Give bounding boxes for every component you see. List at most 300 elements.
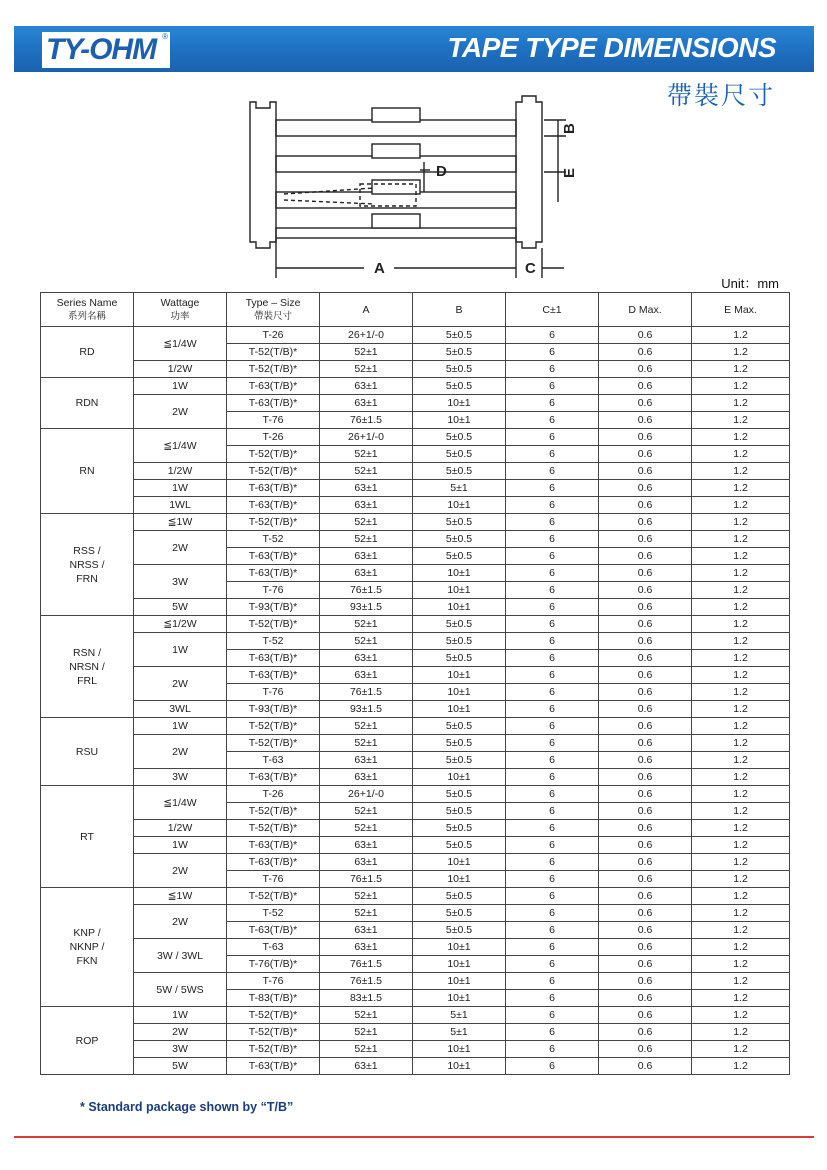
e-cell: 1.2 xyxy=(692,769,790,786)
type-cell: T-52(T/B)* xyxy=(227,803,320,820)
d-cell: 0.6 xyxy=(599,837,692,854)
wattage-cell: 2W xyxy=(134,905,227,939)
wattage-cell: 3W xyxy=(134,565,227,599)
d-cell: 0.6 xyxy=(599,820,692,837)
b-cell: 10±1 xyxy=(413,871,506,888)
label-b: B xyxy=(561,123,578,134)
type-cell: T-52(T/B)* xyxy=(227,514,320,531)
table-row xyxy=(41,463,790,480)
b-cell: 10±1 xyxy=(413,701,506,718)
a-cell: 52±1 xyxy=(320,1024,413,1041)
d-cell: 0.6 xyxy=(599,718,692,735)
a-cell: 52±1 xyxy=(320,633,413,650)
type-cell: T-52(T/B)* xyxy=(227,361,320,378)
series-cell xyxy=(41,327,134,378)
a-cell: 52±1 xyxy=(320,531,413,548)
d-cell: 0.6 xyxy=(599,990,692,1007)
e-cell: 1.2 xyxy=(692,803,790,820)
a-cell: 63±1 xyxy=(320,565,413,582)
type-cell: T-63(T/B)* xyxy=(227,922,320,939)
b-cell: 5±0.5 xyxy=(413,752,506,769)
c-cell: 6 xyxy=(506,650,599,667)
series-cell xyxy=(41,718,134,786)
wattage-cell: 2W xyxy=(134,854,227,888)
c-cell: 6 xyxy=(506,514,599,531)
type-cell: T-93(T/B)* xyxy=(227,599,320,616)
b-cell: 5±0.5 xyxy=(413,378,506,395)
d-cell: 0.6 xyxy=(599,701,692,718)
b-cell: 10±1 xyxy=(413,990,506,1007)
wattage-cell: 1W xyxy=(134,837,227,854)
c-cell: 6 xyxy=(506,616,599,633)
a-cell: 76±1.5 xyxy=(320,871,413,888)
b-cell: 5±1 xyxy=(413,480,506,497)
type-cell: T-52(T/B)* xyxy=(227,446,320,463)
type-cell: T-52(T/B)* xyxy=(227,1024,320,1041)
d-cell: 0.6 xyxy=(599,752,692,769)
wattage-cell: 3W xyxy=(134,1041,227,1058)
table-row xyxy=(41,1058,790,1075)
b-cell: 10±1 xyxy=(413,684,506,701)
wattage-cell: 3W / 3WL xyxy=(134,939,227,973)
table-row xyxy=(41,531,790,548)
type-cell: T-63(T/B)* xyxy=(227,854,320,871)
table-row xyxy=(41,616,790,633)
a-cell: 26+1/-0 xyxy=(320,786,413,803)
registered-mark: ® xyxy=(162,32,168,41)
e-cell: 1.2 xyxy=(692,956,790,973)
wattage-cell: 2W xyxy=(134,395,227,429)
col-c: C±1 xyxy=(506,293,599,327)
wattage-cell: 1W xyxy=(134,718,227,735)
bottom-divider xyxy=(14,1136,814,1138)
c-cell: 6 xyxy=(506,446,599,463)
c-cell: 6 xyxy=(506,820,599,837)
e-cell: 1.2 xyxy=(692,497,790,514)
logo-text: TY-OHM xyxy=(46,33,157,66)
b-cell: 5±0.5 xyxy=(413,361,506,378)
c-cell: 6 xyxy=(506,667,599,684)
table-row xyxy=(41,973,790,990)
c-cell: 6 xyxy=(506,990,599,1007)
wattage-cell: ≦1W xyxy=(134,514,227,531)
a-cell: 93±1.5 xyxy=(320,701,413,718)
a-cell: 52±1 xyxy=(320,718,413,735)
e-cell: 1.2 xyxy=(692,480,790,497)
type-cell: T-52 xyxy=(227,633,320,650)
a-cell: 52±1 xyxy=(320,735,413,752)
a-cell: 63±1 xyxy=(320,395,413,412)
a-cell: 76±1.5 xyxy=(320,973,413,990)
label-a: A xyxy=(374,260,385,277)
b-cell: 10±1 xyxy=(413,1041,506,1058)
d-cell: 0.6 xyxy=(599,956,692,973)
document-subtitle: 帶裝尺寸 xyxy=(666,81,775,110)
d-cell: 0.6 xyxy=(599,939,692,956)
col-d: D Max. xyxy=(599,293,692,327)
d-cell: 0.6 xyxy=(599,480,692,497)
e-cell: 1.2 xyxy=(692,1058,790,1075)
table-row xyxy=(41,1024,790,1041)
series-name: FKN xyxy=(76,955,98,967)
series-cell xyxy=(41,786,134,888)
c-cell: 6 xyxy=(506,480,599,497)
wattage-cell: 1/2W xyxy=(134,820,227,837)
b-cell: 10±1 xyxy=(413,939,506,956)
type-cell: T-52 xyxy=(227,531,320,548)
document-title: TAPE TYPE DIMENSIONS xyxy=(447,32,776,63)
e-cell: 1.2 xyxy=(692,650,790,667)
c-cell: 6 xyxy=(506,1024,599,1041)
series-name: RSN / xyxy=(72,646,101,659)
c-cell: 6 xyxy=(506,871,599,888)
wattage-cell: 2W xyxy=(134,735,227,769)
b-cell: 10±1 xyxy=(413,956,506,973)
e-cell: 1.2 xyxy=(692,701,790,718)
d-cell: 0.6 xyxy=(599,429,692,446)
b-cell: 5±0.5 xyxy=(413,514,506,531)
c-cell: 6 xyxy=(506,633,599,650)
a-cell: 52±1 xyxy=(320,888,413,905)
e-cell: 1.2 xyxy=(692,429,790,446)
type-cell: T-63(T/B)* xyxy=(227,667,320,684)
series-name: NRSS / xyxy=(69,558,105,571)
d-cell: 0.6 xyxy=(599,633,692,650)
c-cell: 6 xyxy=(506,1041,599,1058)
table-row xyxy=(41,820,790,837)
type-cell: T-76(T/B)* xyxy=(227,956,320,973)
e-cell: 1.2 xyxy=(692,905,790,922)
d-cell: 0.6 xyxy=(599,497,692,514)
type-cell: T-63 xyxy=(227,752,320,769)
wattage-cell: 3W xyxy=(134,769,227,786)
d-cell: 0.6 xyxy=(599,735,692,752)
e-cell: 1.2 xyxy=(692,786,790,803)
wattage-cell: 1/2W xyxy=(134,361,227,378)
type-cell: T-63(T/B)* xyxy=(227,650,320,667)
d-cell: 0.6 xyxy=(599,786,692,803)
type-cell: T-76 xyxy=(227,582,320,599)
table-row xyxy=(41,361,790,378)
e-cell: 1.2 xyxy=(692,820,790,837)
d-cell: 0.6 xyxy=(599,514,692,531)
c-cell: 6 xyxy=(506,531,599,548)
b-cell: 10±1 xyxy=(413,769,506,786)
e-cell: 1.2 xyxy=(692,327,790,344)
b-cell: 10±1 xyxy=(413,599,506,616)
c-cell: 6 xyxy=(506,429,599,446)
e-cell: 1.2 xyxy=(692,599,790,616)
e-cell: 1.2 xyxy=(692,531,790,548)
e-cell: 1.2 xyxy=(692,888,790,905)
e-cell: 1.2 xyxy=(692,514,790,531)
col-series-label: Series Name xyxy=(56,296,118,309)
e-cell: 1.2 xyxy=(692,1024,790,1041)
header-banner xyxy=(14,26,814,72)
c-cell: 6 xyxy=(506,344,599,361)
a-cell: 63±1 xyxy=(320,378,413,395)
wattage-cell: 1W xyxy=(134,378,227,395)
d-cell: 0.6 xyxy=(599,327,692,344)
a-cell: 63±1 xyxy=(320,548,413,565)
d-cell: 0.6 xyxy=(599,463,692,480)
a-cell: 76±1.5 xyxy=(320,582,413,599)
d-cell: 0.6 xyxy=(599,395,692,412)
b-cell: 10±1 xyxy=(413,565,506,582)
b-cell: 5±0.5 xyxy=(413,803,506,820)
type-cell: T-52(T/B)* xyxy=(227,888,320,905)
wattage-cell: ≦1W xyxy=(134,888,227,905)
e-cell: 1.2 xyxy=(692,582,790,599)
a-cell: 52±1 xyxy=(320,361,413,378)
wattage-cell: ≦1/2W xyxy=(134,616,227,633)
d-cell: 0.6 xyxy=(599,667,692,684)
e-cell: 1.2 xyxy=(692,395,790,412)
d-cell: 0.6 xyxy=(599,871,692,888)
col-type-label-cn: 帶裝尺寸 xyxy=(253,310,292,322)
b-cell: 10±1 xyxy=(413,667,506,684)
a-cell: 26+1/-0 xyxy=(320,327,413,344)
series-cell xyxy=(41,378,134,429)
c-cell: 6 xyxy=(506,497,599,514)
table-row xyxy=(41,905,790,922)
col-wattage-label-cn: 功率 xyxy=(170,310,190,322)
c-cell: 6 xyxy=(506,956,599,973)
series-name: KNP / xyxy=(73,927,101,939)
c-cell: 6 xyxy=(506,412,599,429)
series-name: RT xyxy=(80,830,94,843)
d-cell: 0.6 xyxy=(599,854,692,871)
series-name: RN xyxy=(79,465,95,477)
a-cell: 63±1 xyxy=(320,854,413,871)
d-cell: 0.6 xyxy=(599,769,692,786)
e-cell: 1.2 xyxy=(692,973,790,990)
d-cell: 0.6 xyxy=(599,582,692,599)
a-cell: 52±1 xyxy=(320,1041,413,1058)
dimensions-table xyxy=(40,292,790,1075)
d-cell: 0.6 xyxy=(599,446,692,463)
table-row xyxy=(41,854,790,871)
table-row xyxy=(41,395,790,412)
b-cell: 5±0.5 xyxy=(413,344,506,361)
wattage-cell: 2W xyxy=(134,1024,227,1041)
b-cell: 10±1 xyxy=(413,497,506,514)
table-row xyxy=(41,480,790,497)
e-cell: 1.2 xyxy=(692,616,790,633)
type-cell: T-52(T/B)* xyxy=(227,616,320,633)
wattage-cell: ≦1/4W xyxy=(134,786,227,820)
wattage-cell: 5W / 5WS xyxy=(134,973,227,1007)
a-cell: 76±1.5 xyxy=(320,956,413,973)
series-cell xyxy=(41,514,134,616)
d-cell: 0.6 xyxy=(599,888,692,905)
c-cell: 6 xyxy=(506,684,599,701)
series-name: ROP xyxy=(75,1034,99,1047)
c-cell: 6 xyxy=(506,701,599,718)
c-cell: 6 xyxy=(506,378,599,395)
table-row xyxy=(41,735,790,752)
b-cell: 5±0.5 xyxy=(413,633,506,650)
c-cell: 6 xyxy=(506,973,599,990)
a-cell: 63±1 xyxy=(320,837,413,854)
table-body xyxy=(41,327,790,1075)
a-cell: 83±1.5 xyxy=(320,990,413,1007)
a-cell: 52±1 xyxy=(320,803,413,820)
a-cell: 52±1 xyxy=(320,616,413,633)
a-cell: 63±1 xyxy=(320,1058,413,1075)
type-cell: T-76 xyxy=(227,412,320,429)
a-cell: 63±1 xyxy=(320,667,413,684)
a-cell: 76±1.5 xyxy=(320,412,413,429)
table-row xyxy=(41,378,790,395)
wattage-cell: 2W xyxy=(134,531,227,565)
b-cell: 5±0.5 xyxy=(413,786,506,803)
b-cell: 5±1 xyxy=(413,1007,506,1024)
type-cell: T-63(T/B)* xyxy=(227,769,320,786)
wattage-cell: 3WL xyxy=(134,701,227,718)
wattage-cell: 1/2W xyxy=(134,463,227,480)
c-cell: 6 xyxy=(506,735,599,752)
series-name: NKNP / xyxy=(69,941,105,953)
label-c: C xyxy=(525,260,536,277)
d-cell: 0.6 xyxy=(599,599,692,616)
col-series-label-cn: 系列名稱 xyxy=(67,310,106,322)
b-cell: 10±1 xyxy=(413,582,506,599)
wattage-cell: 5W xyxy=(134,599,227,616)
col-wattage xyxy=(134,293,227,327)
type-cell: T-76 xyxy=(227,871,320,888)
type-cell: T-26 xyxy=(227,429,320,446)
type-cell: T-52(T/B)* xyxy=(227,1041,320,1058)
type-cell: T-52(T/B)* xyxy=(227,718,320,735)
series-cell xyxy=(41,1007,134,1075)
series-cell xyxy=(41,616,134,718)
d-cell: 0.6 xyxy=(599,548,692,565)
col-wattage-label: Wattage xyxy=(160,296,200,309)
type-cell: T-52(T/B)* xyxy=(227,735,320,752)
col-type xyxy=(227,293,320,327)
e-cell: 1.2 xyxy=(692,667,790,684)
c-cell: 6 xyxy=(506,599,599,616)
table-row xyxy=(41,633,790,650)
type-cell: T-63(T/B)* xyxy=(227,548,320,565)
e-cell: 1.2 xyxy=(692,412,790,429)
b-cell: 5±0.5 xyxy=(413,735,506,752)
type-cell: T-76 xyxy=(227,973,320,990)
a-cell: 93±1.5 xyxy=(320,599,413,616)
e-cell: 1.2 xyxy=(692,854,790,871)
b-cell: 5±1 xyxy=(413,1024,506,1041)
c-cell: 6 xyxy=(506,1007,599,1024)
a-cell: 63±1 xyxy=(320,922,413,939)
a-cell: 52±1 xyxy=(320,905,413,922)
d-cell: 0.6 xyxy=(599,922,692,939)
a-cell: 26+1/-0 xyxy=(320,429,413,446)
c-cell: 6 xyxy=(506,752,599,769)
series-name: FRL xyxy=(77,674,97,687)
c-cell: 6 xyxy=(506,582,599,599)
a-cell: 63±1 xyxy=(320,752,413,769)
col-e: E Max. xyxy=(692,293,790,327)
table-row xyxy=(41,701,790,718)
c-cell: 6 xyxy=(506,803,599,820)
e-cell: 1.2 xyxy=(692,463,790,480)
e-cell: 1.2 xyxy=(692,1007,790,1024)
b-cell: 5±0.5 xyxy=(413,650,506,667)
c-cell: 6 xyxy=(506,905,599,922)
d-cell: 0.6 xyxy=(599,344,692,361)
table-row xyxy=(41,497,790,514)
c-cell: 6 xyxy=(506,786,599,803)
e-cell: 1.2 xyxy=(692,446,790,463)
c-cell: 6 xyxy=(506,327,599,344)
a-cell: 63±1 xyxy=(320,497,413,514)
c-cell: 6 xyxy=(506,939,599,956)
type-cell: T-63(T/B)* xyxy=(227,480,320,497)
type-cell: T-76 xyxy=(227,684,320,701)
d-cell: 0.6 xyxy=(599,531,692,548)
e-cell: 1.2 xyxy=(692,361,790,378)
wattage-cell: 1W xyxy=(134,633,227,667)
e-cell: 1.2 xyxy=(692,922,790,939)
e-cell: 1.2 xyxy=(692,871,790,888)
wattage-cell: ≦1/4W xyxy=(134,327,227,361)
c-cell: 6 xyxy=(506,769,599,786)
d-cell: 0.6 xyxy=(599,378,692,395)
a-cell: 52±1 xyxy=(320,344,413,361)
c-cell: 6 xyxy=(506,854,599,871)
series-name: RD xyxy=(79,346,95,358)
col-type-label: Type – Size xyxy=(245,296,301,309)
type-cell: T-52(T/B)* xyxy=(227,344,320,361)
series-name: RSS / xyxy=(73,544,101,557)
table-row xyxy=(41,514,790,531)
e-cell: 1.2 xyxy=(692,718,790,735)
table-row xyxy=(41,837,790,854)
type-cell: T-63(T/B)* xyxy=(227,1058,320,1075)
b-cell: 5±0.5 xyxy=(413,718,506,735)
b-cell: 5±0.5 xyxy=(413,429,506,446)
wattage-cell: 1W xyxy=(134,480,227,497)
e-cell: 1.2 xyxy=(692,735,790,752)
d-cell: 0.6 xyxy=(599,973,692,990)
type-cell: T-63(T/B)* xyxy=(227,395,320,412)
company-logo xyxy=(42,32,170,68)
b-cell: 5±0.5 xyxy=(413,922,506,939)
wattage-cell: 2W xyxy=(134,667,227,701)
table-row xyxy=(41,667,790,684)
b-cell: 5±0.5 xyxy=(413,548,506,565)
b-cell: 10±1 xyxy=(413,412,506,429)
label-e: E xyxy=(561,167,578,178)
type-cell: T-52(T/B)* xyxy=(227,463,320,480)
e-cell: 1.2 xyxy=(692,837,790,854)
series-name: NRSN / xyxy=(69,660,105,673)
table-header-row xyxy=(41,293,790,327)
type-cell: T-63(T/B)* xyxy=(227,837,320,854)
table-row xyxy=(41,599,790,616)
e-cell: 1.2 xyxy=(692,633,790,650)
type-cell: T-93(T/B)* xyxy=(227,701,320,718)
a-cell: 52±1 xyxy=(320,1007,413,1024)
a-cell: 52±1 xyxy=(320,820,413,837)
type-cell: T-52(T/B)* xyxy=(227,1007,320,1024)
c-cell: 6 xyxy=(506,922,599,939)
type-cell: T-83(T/B)* xyxy=(227,990,320,1007)
d-cell: 0.6 xyxy=(599,803,692,820)
b-cell: 10±1 xyxy=(413,395,506,412)
a-cell: 52±1 xyxy=(320,446,413,463)
